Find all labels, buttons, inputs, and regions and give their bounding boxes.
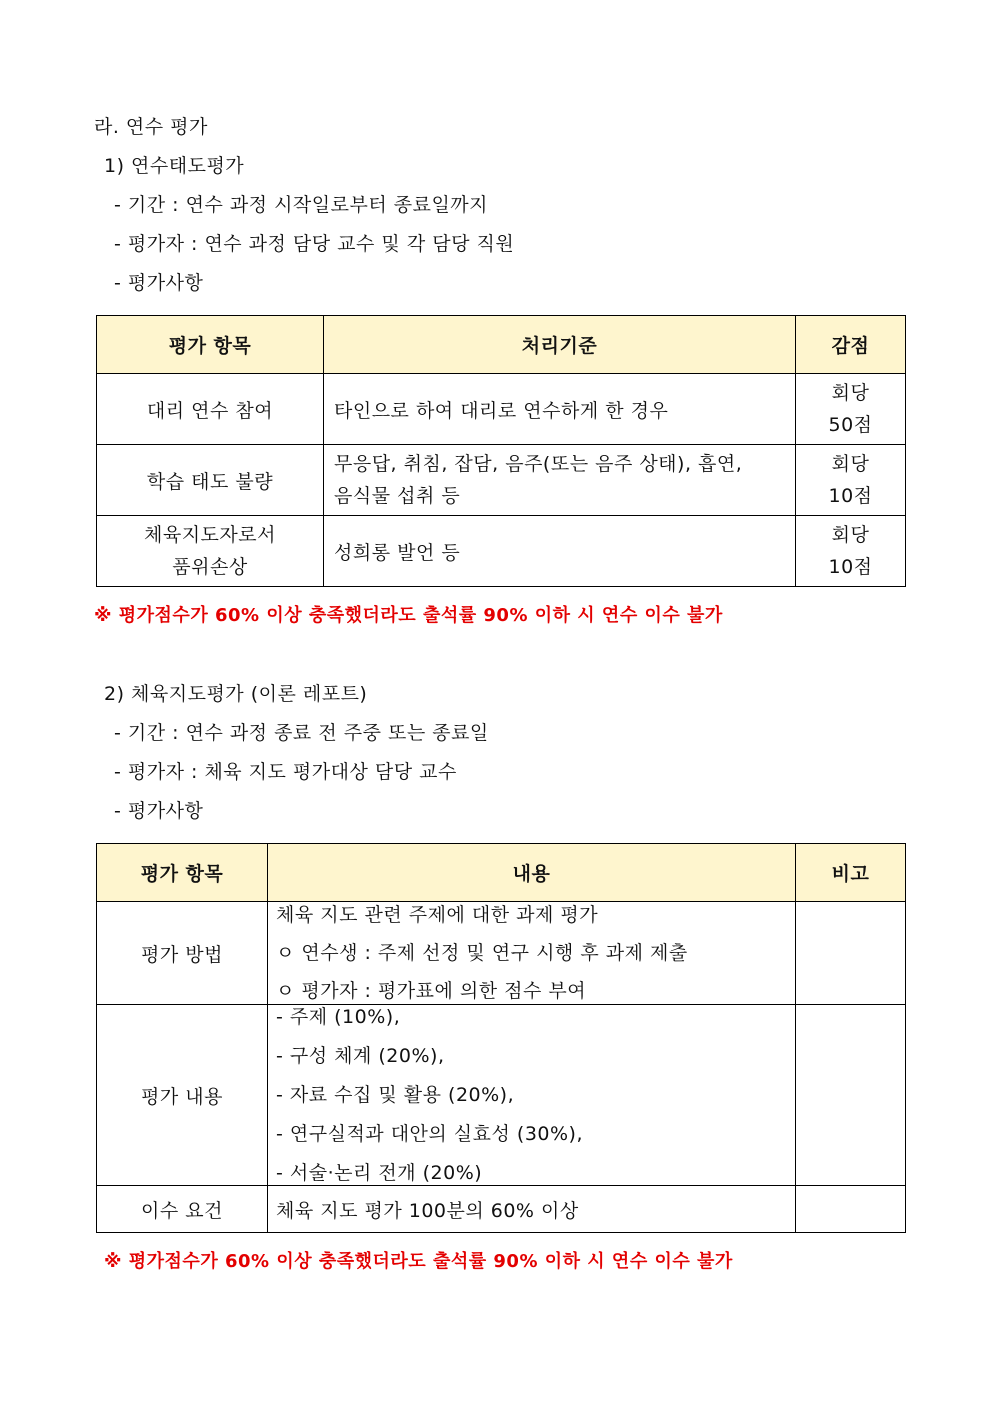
part2-period: - 기간 : 연수 과정 종료 전 주중 또는 종료일 xyxy=(114,722,489,744)
deduction-cell: 회당 10점 xyxy=(796,516,906,587)
attendance-warning: ※ 평가점수가 60% 이상 충족했더라도 출석률 90% 이하 시 연수 이수 불가 xyxy=(94,605,723,626)
item-cell: 평가 방법 xyxy=(97,902,268,1005)
table-header: 평가 항목 xyxy=(97,844,268,902)
item-cell: 대리 연수 참여 xyxy=(97,374,324,445)
section-heading: 라. 연수 평가 xyxy=(94,116,208,138)
table-row xyxy=(97,445,906,516)
table-row xyxy=(97,516,906,587)
deduction-cell: 회당 50점 xyxy=(796,374,906,445)
table-row xyxy=(97,1186,906,1233)
part2-title: 2) 체육지도평가 (이론 레포트) xyxy=(104,683,368,705)
table-row xyxy=(97,902,906,1005)
item-cell: 체육지도자로서 품위손상 xyxy=(97,516,324,587)
item-cell: 이수 요건 xyxy=(97,1186,268,1233)
table-header: 비고 xyxy=(796,844,906,902)
item-cell: 평가 내용 xyxy=(97,1005,268,1186)
table-header: 내용 xyxy=(268,844,796,902)
part1-evaluator: - 평가자 : 연수 과정 담당 교수 및 각 담당 직원 xyxy=(114,233,515,255)
attitude-evaluation-table xyxy=(96,315,906,587)
content-cell: 체육 지도 관련 주제에 대한 과제 평가 ㅇ 연수생 : 주제 선정 및 연구 시행 후 과제 제출 ㅇ 평가자 : 평가표에 의한 점수 부여 xyxy=(268,902,796,1005)
item-cell: 학습 태도 불량 xyxy=(97,445,324,516)
content-cell: 체육 지도 평가 100분의 60% 이상 xyxy=(268,1186,796,1233)
table-header: 감점 xyxy=(796,316,906,374)
criteria-cell: 무응답, 취침, 잡담, 음주(또는 음주 상태), 흡연, 음식물 섭취 등 xyxy=(324,445,796,516)
criteria-cell: 타인으로 하여 대리로 연수하게 한 경우 xyxy=(324,374,796,445)
table-row xyxy=(97,374,906,445)
guidance-evaluation-table xyxy=(96,843,906,1233)
table-header: 처리기준 xyxy=(324,316,796,374)
part1-items-label: - 평가사항 xyxy=(114,272,204,294)
part1-title: 1) 연수태도평가 xyxy=(104,155,245,177)
criteria-cell: 성희롱 발언 등 xyxy=(324,516,796,587)
content-cell: - 주제 (10%), - 구성 체계 (20%), - 자료 수집 및 활용 (20%), - 연구실적과 대안의 실효성 (30%), - 서술·논리 전개 (20%) xyxy=(268,1005,796,1186)
deduction-cell: 회당 10점 xyxy=(796,445,906,516)
table-row xyxy=(97,1005,906,1186)
attendance-warning: ※ 평가점수가 60% 이상 충족했더라도 출석률 90% 이하 시 연수 이수 불가 xyxy=(104,1251,733,1272)
note-cell xyxy=(796,1005,906,1186)
note-cell xyxy=(796,902,906,1005)
part1-period: - 기간 : 연수 과정 시작일로부터 종료일까지 xyxy=(114,194,489,216)
part2-items-label: - 평가사항 xyxy=(114,800,204,822)
table-header: 평가 항목 xyxy=(97,316,324,374)
part2-evaluator: - 평가자 : 체육 지도 평가대상 담당 교수 xyxy=(114,761,457,783)
note-cell xyxy=(796,1186,906,1233)
